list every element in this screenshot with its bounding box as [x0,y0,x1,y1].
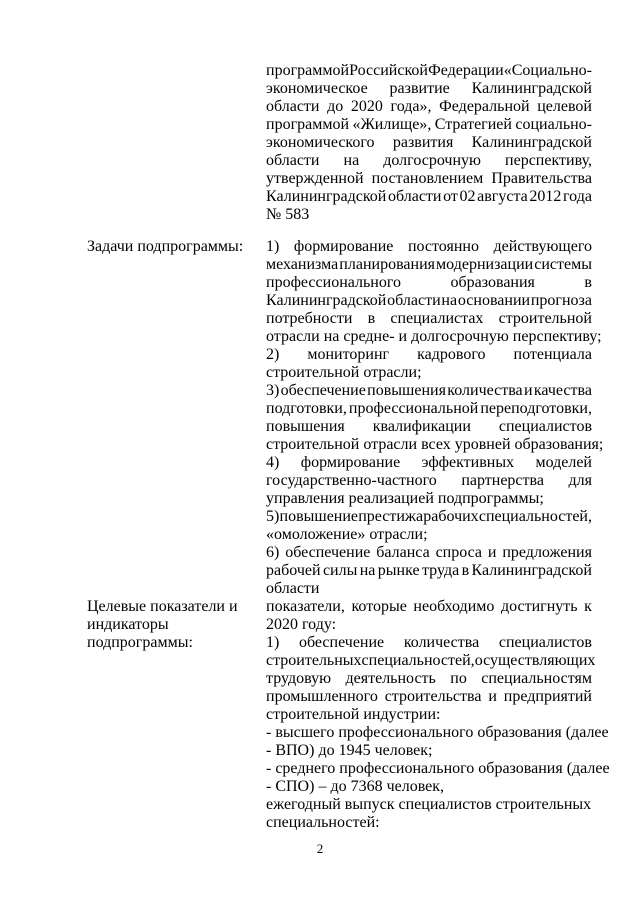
word: области [266,152,320,169]
word: основании [457,292,531,309]
word: которые [351,598,407,615]
word: показатели, [266,598,345,615]
word: кадрового [417,346,486,363]
word: для [568,472,592,489]
word: прогноза [530,292,592,309]
word: повышения [367,382,446,399]
word: строительства [384,688,482,705]
word: квалификации [372,418,471,435]
word: формирование [300,454,401,471]
word: специалистов [498,418,592,435]
tasks-line: «омоложение» отрасли; [266,526,428,543]
word: деятельность [345,670,436,687]
word: промышленного [266,688,378,705]
tasks-line: строительной отрасли всех уровней образования; [266,436,604,453]
tasks-line: строительной отрасли; [266,364,422,381]
targets-body [266,598,610,832]
word: экономическое [266,80,368,97]
word: 2020 [350,98,383,115]
word: переподготовки, [480,400,592,417]
targets-line [266,670,592,688]
tasks-line: области [266,580,320,597]
targets-label-line: индикаторы [87,616,169,633]
targets-line: специальностей: [266,814,380,831]
word: баланса [376,544,430,561]
word: года [563,188,592,205]
word: на [441,292,458,309]
word: года», [390,98,432,115]
word: по [450,670,467,687]
word: 2) [266,346,280,363]
word: образования [450,274,535,291]
word: механизма [266,256,339,273]
targets-line: строительной индустрии: [266,706,441,723]
intro-line [266,134,592,152]
word: в [367,310,376,327]
targets-line: 2020 году: [266,616,337,633]
targets-line: - высшего профессионального образования (далее [266,724,609,741]
word: Федеральной [439,98,530,115]
word: предприятий [503,688,592,705]
word: формирование [293,238,394,255]
word: 4) [266,454,280,471]
tasks-line [266,256,592,274]
word: развитие [389,80,450,97]
word: рабочей [266,562,321,579]
page-number: 2 [316,841,324,856]
word: утвержденной [266,170,364,187]
word: потребности [266,310,353,327]
word: 1) [266,634,280,651]
word: модернизации [436,256,534,273]
word: рынке [377,562,420,579]
tasks-label-text: Задачи подпрограммы: [87,238,244,255]
word: Калининградской [471,562,592,579]
word: на [359,562,376,579]
word: области [266,98,320,115]
targets-line [266,688,592,706]
word: Стратегией [434,116,512,133]
tasks-line [266,544,592,562]
word: эффективных [421,454,515,471]
word: в [584,274,592,291]
word: качества [533,382,592,399]
intro-line [266,152,592,170]
targets-label-line: подпрограммы: [87,634,193,651]
word: повышение [279,508,359,525]
word: партнерства [461,472,544,489]
tasks-line [266,346,592,364]
word: Правительства [491,170,592,187]
word: специалистах [390,310,484,327]
tasks-line [266,238,592,256]
word: моделей [535,454,592,471]
word: области [388,188,442,205]
word: обеспечение [285,544,371,561]
tasks-line [266,418,592,436]
word: специальностей, [361,652,475,669]
word: 3) [266,382,280,399]
word: осуществляющих [474,652,596,669]
tasks-line [266,454,592,472]
word: 02 [459,188,476,205]
targets-line: - среднего профессионального образования (далее [266,760,610,777]
word: системы [534,256,592,273]
tasks-line: управления реализацией подпрограммы; [266,490,544,507]
word: трудовую [266,670,332,687]
word: целевой [537,98,592,115]
word: от [443,188,458,205]
tasks-line [266,562,592,580]
word: «Социально- [503,62,592,79]
word: в [461,562,470,579]
tasks-label [87,238,257,256]
intro-line [266,62,592,80]
word: предложения [502,544,592,561]
word: престижа [358,508,424,525]
word: «Жилище», [352,116,432,133]
targets-line: ежегодный выпуск специалистов строительных [266,796,592,813]
word: мониторинг [307,346,390,363]
word: повышения [266,418,345,435]
targets-line: - ВПО) до 1945 человек; [266,742,433,759]
word: постановлением [371,170,484,187]
word: области [387,292,441,309]
targets-line [266,634,592,652]
word: количества [447,382,523,399]
targets-line [266,652,596,670]
word: социально- [515,116,592,133]
word: программой [266,116,350,133]
word: Российской [349,62,428,79]
word: и [488,688,497,705]
word: специалистов [498,634,592,651]
word: 6) [266,544,280,561]
word: рабочих [423,508,479,525]
word: строительной [498,310,592,327]
word: строительных [266,652,362,669]
intro-line [266,170,592,188]
tasks-line [266,400,592,418]
tasks-line: отрасли на средне- и долгосрочную перспективу; [266,328,602,345]
tasks-line [266,382,592,400]
word: до [327,98,344,115]
word: необходимо [413,598,495,615]
word: силы [322,562,358,579]
word: к [584,598,592,615]
intro-line: № 583 [266,206,310,223]
word: труда [421,562,460,579]
tasks-line [266,292,592,310]
intro-line [266,98,592,116]
word: программой [266,62,350,79]
word: долгосрочную [383,152,481,169]
targets-label-line: Целевые показатели и [87,598,238,615]
targets-line [266,598,592,616]
word: 1) [266,238,280,255]
word: подготовки, [266,400,347,417]
word: потенциала [513,346,592,363]
word: государственно-частного [266,472,437,489]
tasks-line [266,508,592,526]
word: специальностей, [478,508,592,525]
word: Калининградской [266,188,387,205]
intro-text [266,62,592,224]
tasks-body [266,238,604,598]
word: августа [477,188,528,205]
tasks-line [266,274,592,292]
word: достигнуть [500,598,578,615]
word: перспективу, [505,152,592,169]
word: экономического [266,134,375,151]
word: Федерации [428,62,504,79]
word: профессиональной [348,400,479,417]
word: планирования [339,256,435,273]
word: постоянно [407,238,479,255]
word: Калининградской [266,292,387,309]
intro-line [266,188,592,206]
word: на [343,152,360,169]
tasks-line [266,472,592,490]
word: 5) [266,508,280,525]
word: спроса [435,544,483,561]
word: количества [403,634,480,651]
tasks-line [266,310,592,328]
word: и [523,382,533,399]
word: действующего [493,238,592,255]
word: развития [392,134,454,151]
word: 2012 [529,188,562,205]
targets-label [87,598,257,652]
intro-line [266,80,592,98]
word: обеспечение [298,634,385,651]
word: Калининградской [471,80,592,97]
word: и [487,544,497,561]
word: специальностям [481,670,592,687]
word: профессионального [266,274,402,291]
word: обеспечение [280,382,366,399]
targets-line: - СПО) – до 7368 человек, [266,778,445,795]
word: Калининградской [471,134,592,151]
intro-line [266,116,592,134]
